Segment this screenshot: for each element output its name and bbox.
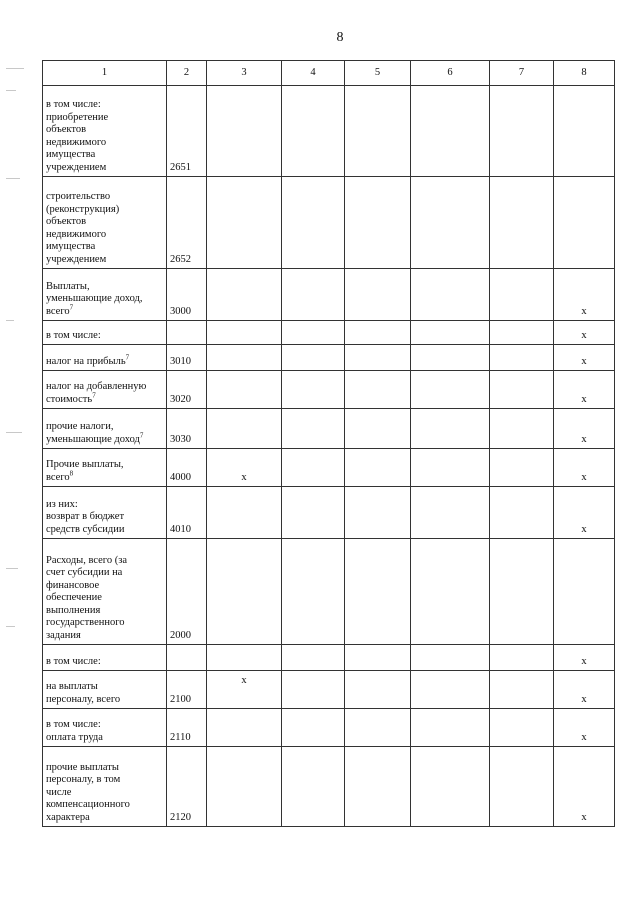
empty-cell: [411, 539, 490, 645]
header-row: [43, 61, 615, 86]
scan-margin-marks: [6, 60, 30, 660]
column-8-cell: x: [554, 409, 615, 449]
empty-cell: [345, 86, 411, 177]
column-8-cell: x: [554, 371, 615, 409]
table-row: [43, 177, 615, 269]
empty-cell: [345, 747, 411, 827]
column-8-cell: x: [554, 645, 615, 671]
row-name: прочие налоги, уменьшающие доход: [46, 421, 140, 445]
empty-cell: [411, 345, 490, 371]
footnote-ref: 7: [69, 303, 74, 311]
column-8-cell: [554, 177, 615, 269]
empty-cell: [411, 709, 490, 747]
empty-cell: [345, 321, 411, 345]
column-3-cell: [207, 345, 282, 371]
column-header: 6: [411, 61, 490, 86]
empty-cell: [282, 345, 345, 371]
empty-cell: [411, 747, 490, 827]
row-name: налог на прибыль: [46, 355, 126, 367]
empty-cell: [345, 709, 411, 747]
table-row: [43, 321, 615, 345]
row-name: в том числе:: [46, 329, 101, 341]
row-name-cell: [43, 177, 167, 269]
empty-cell: [282, 321, 345, 345]
footnote-ref: 8: [69, 469, 74, 477]
empty-cell: [490, 86, 554, 177]
empty-cell: [411, 321, 490, 345]
column-3-cell: [207, 321, 282, 345]
row-code: 3020: [167, 371, 207, 409]
empty-cell: [490, 671, 554, 709]
column-header: 7: [490, 61, 554, 86]
empty-cell: [345, 539, 411, 645]
empty-cell: [411, 409, 490, 449]
empty-cell: [490, 371, 554, 409]
row-name-cell: [43, 371, 167, 409]
row-name-cell: [43, 747, 167, 827]
column-3-cell: [207, 269, 282, 321]
empty-cell: [282, 487, 345, 539]
row-code: 2000: [167, 539, 207, 645]
row-name-cell: [43, 487, 167, 539]
row-name: Прочие выплаты, всего: [46, 459, 124, 483]
column-8-cell: x: [554, 709, 615, 747]
empty-cell: [411, 671, 490, 709]
column-header: 5: [345, 61, 411, 86]
table-row: [43, 709, 615, 747]
empty-cell: [411, 371, 490, 409]
empty-cell: [282, 86, 345, 177]
empty-cell: [490, 345, 554, 371]
empty-cell: [282, 539, 345, 645]
empty-cell: [411, 86, 490, 177]
row-name-cell: [43, 345, 167, 371]
empty-cell: [345, 449, 411, 487]
column-8-cell: x: [554, 747, 615, 827]
empty-cell: [345, 487, 411, 539]
column-3-cell: [207, 177, 282, 269]
footnote-ref: 7: [139, 431, 144, 439]
empty-cell: [411, 645, 490, 671]
row-code: 2110: [167, 709, 207, 747]
empty-cell: [282, 709, 345, 747]
empty-cell: [345, 371, 411, 409]
column-8-cell: x: [554, 321, 615, 345]
row-name-cell: [43, 449, 167, 487]
table-row: [43, 269, 615, 321]
empty-cell: [411, 177, 490, 269]
row-name-cell: [43, 539, 167, 645]
column-3-cell: [207, 371, 282, 409]
row-name: прочие выплаты персоналу, в том числе компенсационного характера: [46, 761, 130, 823]
row-code: 3010: [167, 345, 207, 371]
empty-cell: [490, 487, 554, 539]
empty-cell: [490, 269, 554, 321]
row-code: 2651: [167, 86, 207, 177]
footnote-ref: 7: [92, 391, 96, 399]
row-code: 2120: [167, 747, 207, 827]
table-row: [43, 371, 615, 409]
empty-cell: [345, 269, 411, 321]
page-number: 8: [336, 30, 344, 45]
row-code: 4010: [167, 487, 207, 539]
empty-cell: [282, 177, 345, 269]
column-header: 1: [43, 61, 167, 86]
empty-cell: [345, 409, 411, 449]
empty-cell: [282, 449, 345, 487]
empty-cell: [411, 487, 490, 539]
column-3-cell: [207, 409, 282, 449]
empty-cell: [345, 345, 411, 371]
row-code: [167, 321, 207, 345]
column-3-cell: x: [207, 449, 282, 487]
table-row: [43, 86, 615, 177]
column-8-cell: x: [554, 449, 615, 487]
column-8-cell: x: [554, 269, 615, 321]
table-row: [43, 747, 615, 827]
table-row: [43, 409, 615, 449]
column-header: 8: [554, 61, 615, 86]
report-table: [42, 60, 615, 827]
empty-cell: [345, 177, 411, 269]
empty-cell: [490, 409, 554, 449]
row-name-cell: [43, 269, 167, 321]
column-3-cell: x: [207, 671, 282, 709]
empty-cell: [490, 539, 554, 645]
row-code: 3030: [167, 409, 207, 449]
empty-cell: [282, 645, 345, 671]
empty-cell: [282, 747, 345, 827]
empty-cell: [411, 269, 490, 321]
column-3-cell: [207, 645, 282, 671]
column-3-cell: [207, 709, 282, 747]
row-name: Выплаты, уменьшающие доход, всего: [46, 280, 143, 317]
table-row: [43, 449, 615, 487]
row-code: 2100: [167, 671, 207, 709]
table-row: [43, 539, 615, 645]
empty-cell: [411, 449, 490, 487]
column-8-cell: [554, 86, 615, 177]
table-row: [43, 345, 615, 371]
table-row: [43, 645, 615, 671]
empty-cell: [345, 671, 411, 709]
column-header: 2: [167, 61, 207, 86]
empty-cell: [282, 409, 345, 449]
column-8-cell: x: [554, 487, 615, 539]
row-name-cell: [43, 709, 167, 747]
table-row: [43, 671, 615, 709]
row-name-cell: [43, 671, 167, 709]
row-name: строительство (реконструкция) объектов недвижимого имущества учреждением: [46, 191, 120, 265]
column-3-cell: [207, 539, 282, 645]
row-name-cell: [43, 409, 167, 449]
empty-cell: [490, 645, 554, 671]
column-header: 4: [282, 61, 345, 86]
empty-cell: [490, 747, 554, 827]
column-3-cell: [207, 487, 282, 539]
empty-cell: [345, 645, 411, 671]
empty-cell: [490, 177, 554, 269]
row-name: из них: возврат в бюджет средств субсидии: [46, 498, 125, 535]
footnote-ref: 7: [125, 353, 130, 361]
column-3-cell: [207, 747, 282, 827]
row-name-cell: [43, 645, 167, 671]
row-name: в том числе: приобретение объектов недвижимого имущества учреждением: [46, 99, 109, 173]
row-code: 3000: [167, 269, 207, 321]
row-name: в том числе: оплата труда: [46, 719, 103, 743]
empty-cell: [282, 671, 345, 709]
column-8-cell: x: [554, 671, 615, 709]
empty-cell: [490, 449, 554, 487]
empty-cell: [490, 709, 554, 747]
column-3-cell: [207, 86, 282, 177]
empty-cell: [282, 269, 345, 321]
column-8-cell: x: [554, 345, 615, 371]
empty-cell: [490, 321, 554, 345]
row-name: на выплаты персоналу, всего: [46, 681, 121, 705]
row-code: [167, 645, 207, 671]
row-name: налог на добавленную стоимость: [46, 381, 147, 405]
row-code: 4000: [167, 449, 207, 487]
empty-cell: [282, 371, 345, 409]
column-header: 3: [207, 61, 282, 86]
row-code: 2652: [167, 177, 207, 269]
row-name: Расходы, всего (за счет субсидии на финансовое обеспечение выполнения государственного задания: [46, 554, 128, 641]
table-row: [43, 487, 615, 539]
row-name-cell: [43, 86, 167, 177]
row-name-cell: [43, 321, 167, 345]
row-name: в том числе:: [46, 655, 101, 667]
column-8-cell: [554, 539, 615, 645]
